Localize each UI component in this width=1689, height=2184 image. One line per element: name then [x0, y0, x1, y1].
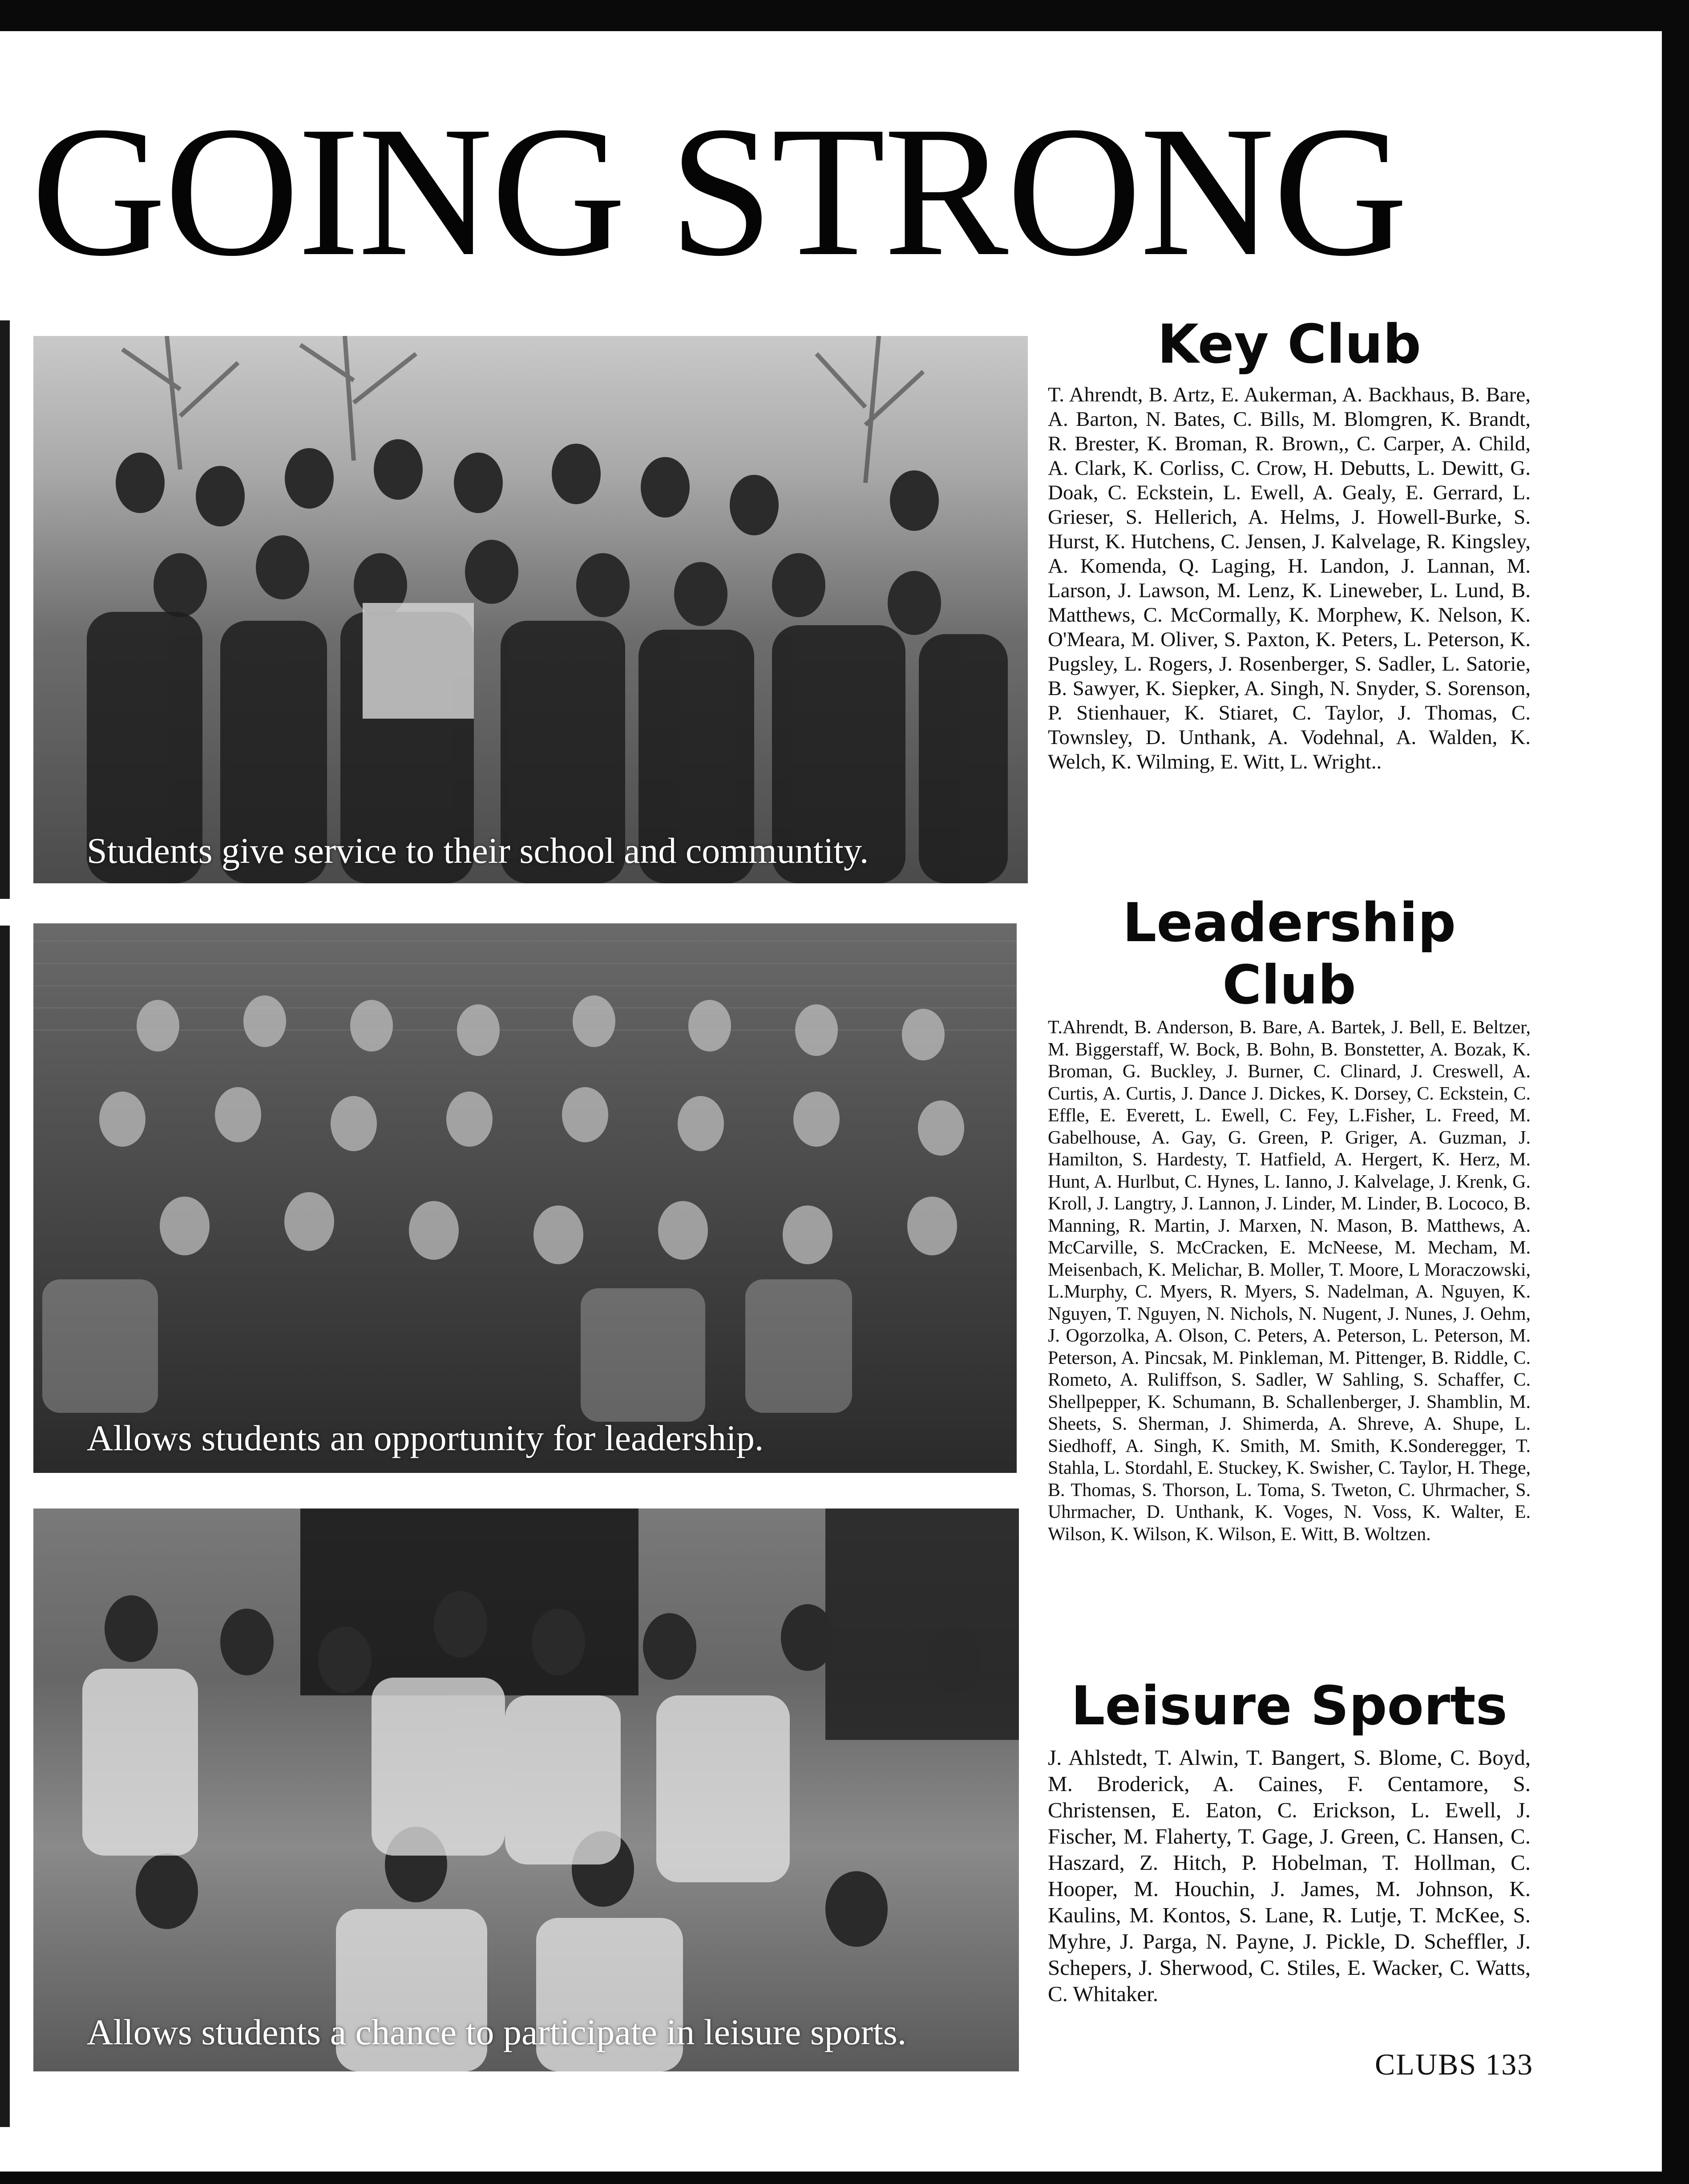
scan-border-top	[0, 0, 1689, 31]
scan-border-bottom	[0, 2172, 1689, 2184]
key-club-section	[1048, 311, 1531, 774]
leisure-sports-group-silhouette	[33, 1509, 1019, 2071]
leisure-sports-members: J. Ahlstedt, T. Alwin, T. Bangert, S. Blome, C. Boyd, M. Broderick, A. Caines, F. Centamore, S. Christensen, E. Eaton, C. Erickson, L. Ewell, J. Fischer, M. Flaherty, T. Gage, J. Green, C. Hansen, C. Haszard, Z. Hitch, P. Hobelman, T. Hollman, C. Hooper, M. Houchin, J. James, M. Johnson, K. Kaulins, M. Kontos, S. Lane, R. Lutje, T. McKee, S. Myhre, J. Parga, N. Payne, J. Pickle, D. Scheffler, J. Schepers, J. Sherwood, C. Stiles, E. Wacker, C. Watts, C. Whitaker.	[1048, 1745, 1531, 2006]
leadership-club-photo-caption: Allows students an opportunity for leadership.	[87, 1418, 764, 1458]
leisure-sports-photo	[33, 1509, 1019, 2071]
leadership-club-group-silhouette	[33, 923, 1017, 1473]
leisure-sports-section	[1048, 1673, 1531, 2007]
leadership-club-members: T.Ahrendt, B. Anderson, B. Bare, A. Bartek, J. Bell, E. Beltzer, M. Biggerstaff, W. Bock, B. Bohn, B. Bonstetter, A. Bozak, K. Broman, G. Buckley, J. Burner, C. Clinard, J. Creswell, A. Curtis, A. Curtis, J. Dance J. Dickes, K. Dorsey, C. Eckstein, C. Effle, E. Everett, L. Ewell, C. Fey, L.Fisher, L. Freed, M. Gabelhouse, A. Gay, G. Green, P. Griger, A. Guzman, J. Hamilton, S. Hardesty, T. Hatfield, A. Hergert, K. Herz, M. Hunt, A. Hurlbut, C. Hynes, L. Ianno, J. Kalvelage, J. Krenk, G. Kroll, J. Langtry, J. Lannon, J. Linder, M. Linder, B. Lococo, B. Manning, R. Martin, J. Marxen, N. Mason, B. Matthews, A. McCarville, S. McCracken, E. McNeese, M. Mecham, M. Meisenbach, K. Melichar, B. Moller, T. Moore, L Moraczowski, L.Murphy, C. Myers, R. Myers, S. Nadelman, A. Nguyen, K. Nguyen, T. Nguyen, N. Nichols, N. Nugent, J. Nunes, J. Oehm, J. Ogorzolka, A. Olson, C. Peters, A. Peterson, L. Peterson, M. Peterson, A. Pincsak, M. Pinkleman, M. Pittenger, B. Riddle, C. Rometo, A. Ruliffson, S. Sadler, W Sahling, S. Schaffer, C. Shellpepper, K. Schumann, B. Schallenberger, J. Shamblin, M. Sheets, S. Sherman, J. Shimerda, A. Shreve, A. Shupe, L. Siedhoff, A. Singh, K. Smith, M. Smith, K.Sonderegger, T. Stahla, L. Stordahl, E. Stuckey, K. Swisher, C. Taylor, H. Thege, B. Thomas, S. Thorson, L. Toma, S. Tweton, C. Uhrmacher, S. Uhrmacher, D. Unthank, K. Voges, N. Voss, K. Walter, E. Wilson, K. Wilson, K. Wilson, E. Witt, B. Woltzen.	[1048, 1017, 1531, 1545]
scan-border-left	[0, 320, 10, 899]
leisure-sports-heading: Leisure Sports	[1071, 1675, 1507, 1737]
key-club-photo	[33, 336, 1028, 883]
key-club-heading: Key Club	[1157, 314, 1421, 376]
key-club-group-silhouette	[33, 336, 1028, 883]
page-title: GOING STRONG	[31, 88, 1406, 295]
leadership-club-heading: Leadership Club	[1122, 892, 1456, 1016]
scan-border-left-lower	[0, 926, 10, 2127]
leisure-sports-photo-caption: Allows students a chance to participate in leisure sports.	[87, 2012, 907, 2052]
scan-border-right	[1662, 0, 1689, 2184]
key-club-members: T. Ahrendt, B. Artz, E. Aukerman, A. Backhaus, B. Bare, A. Barton, N. Bates, C. Bills, M. Blomgren, K. Brandt, R. Brester, K. Broman, R. Brown,, C. Carper, A. Child, A. Clark, K. Corliss, C. Crow, H. Debutts, L. Dewitt, G. Doak, C. Eckstein, L. Ewell, A. Gealy, E. Gerrard, L. Grieser, S. Hellerich, A. Helms, J. Howell-Burke, S. Hurst, K. Hutchens, C. Jensen, J. Kalvelage, R. Kingsley, A. Komenda, Q. Laging, H. Landon, J. Lannan, M. Larson, J. Lawson, M. Lenz, K. Lineweber, L. Lund, B. Matthews, C. McCormally, K. Morphew, K. Nelson, K. O'Meara, M. Oliver, S. Paxton, K. Peters, L. Peterson, K. Pugsley, L. Rogers, J. Rosenberger, S. Sadler, L. Satorie, B. Sawyer, K. Siepker, A. Singh, N. Snyder, S. Sorenson, P. Stienhauer, K. Stiaret, C. Taylor, J. Thomas, C. Townsley, D. Unthank, A. Vodehnal, A. Walden, K. Welch, K. Wilming, E. Witt, L. Wright..	[1048, 383, 1531, 773]
leadership-club-photo	[33, 923, 1017, 1473]
page-folio: CLUBS 133	[1375, 2047, 1534, 2081]
leadership-club-section	[1048, 892, 1531, 1545]
key-club-photo-caption: Students give service to their school and communtity.	[87, 830, 869, 871]
